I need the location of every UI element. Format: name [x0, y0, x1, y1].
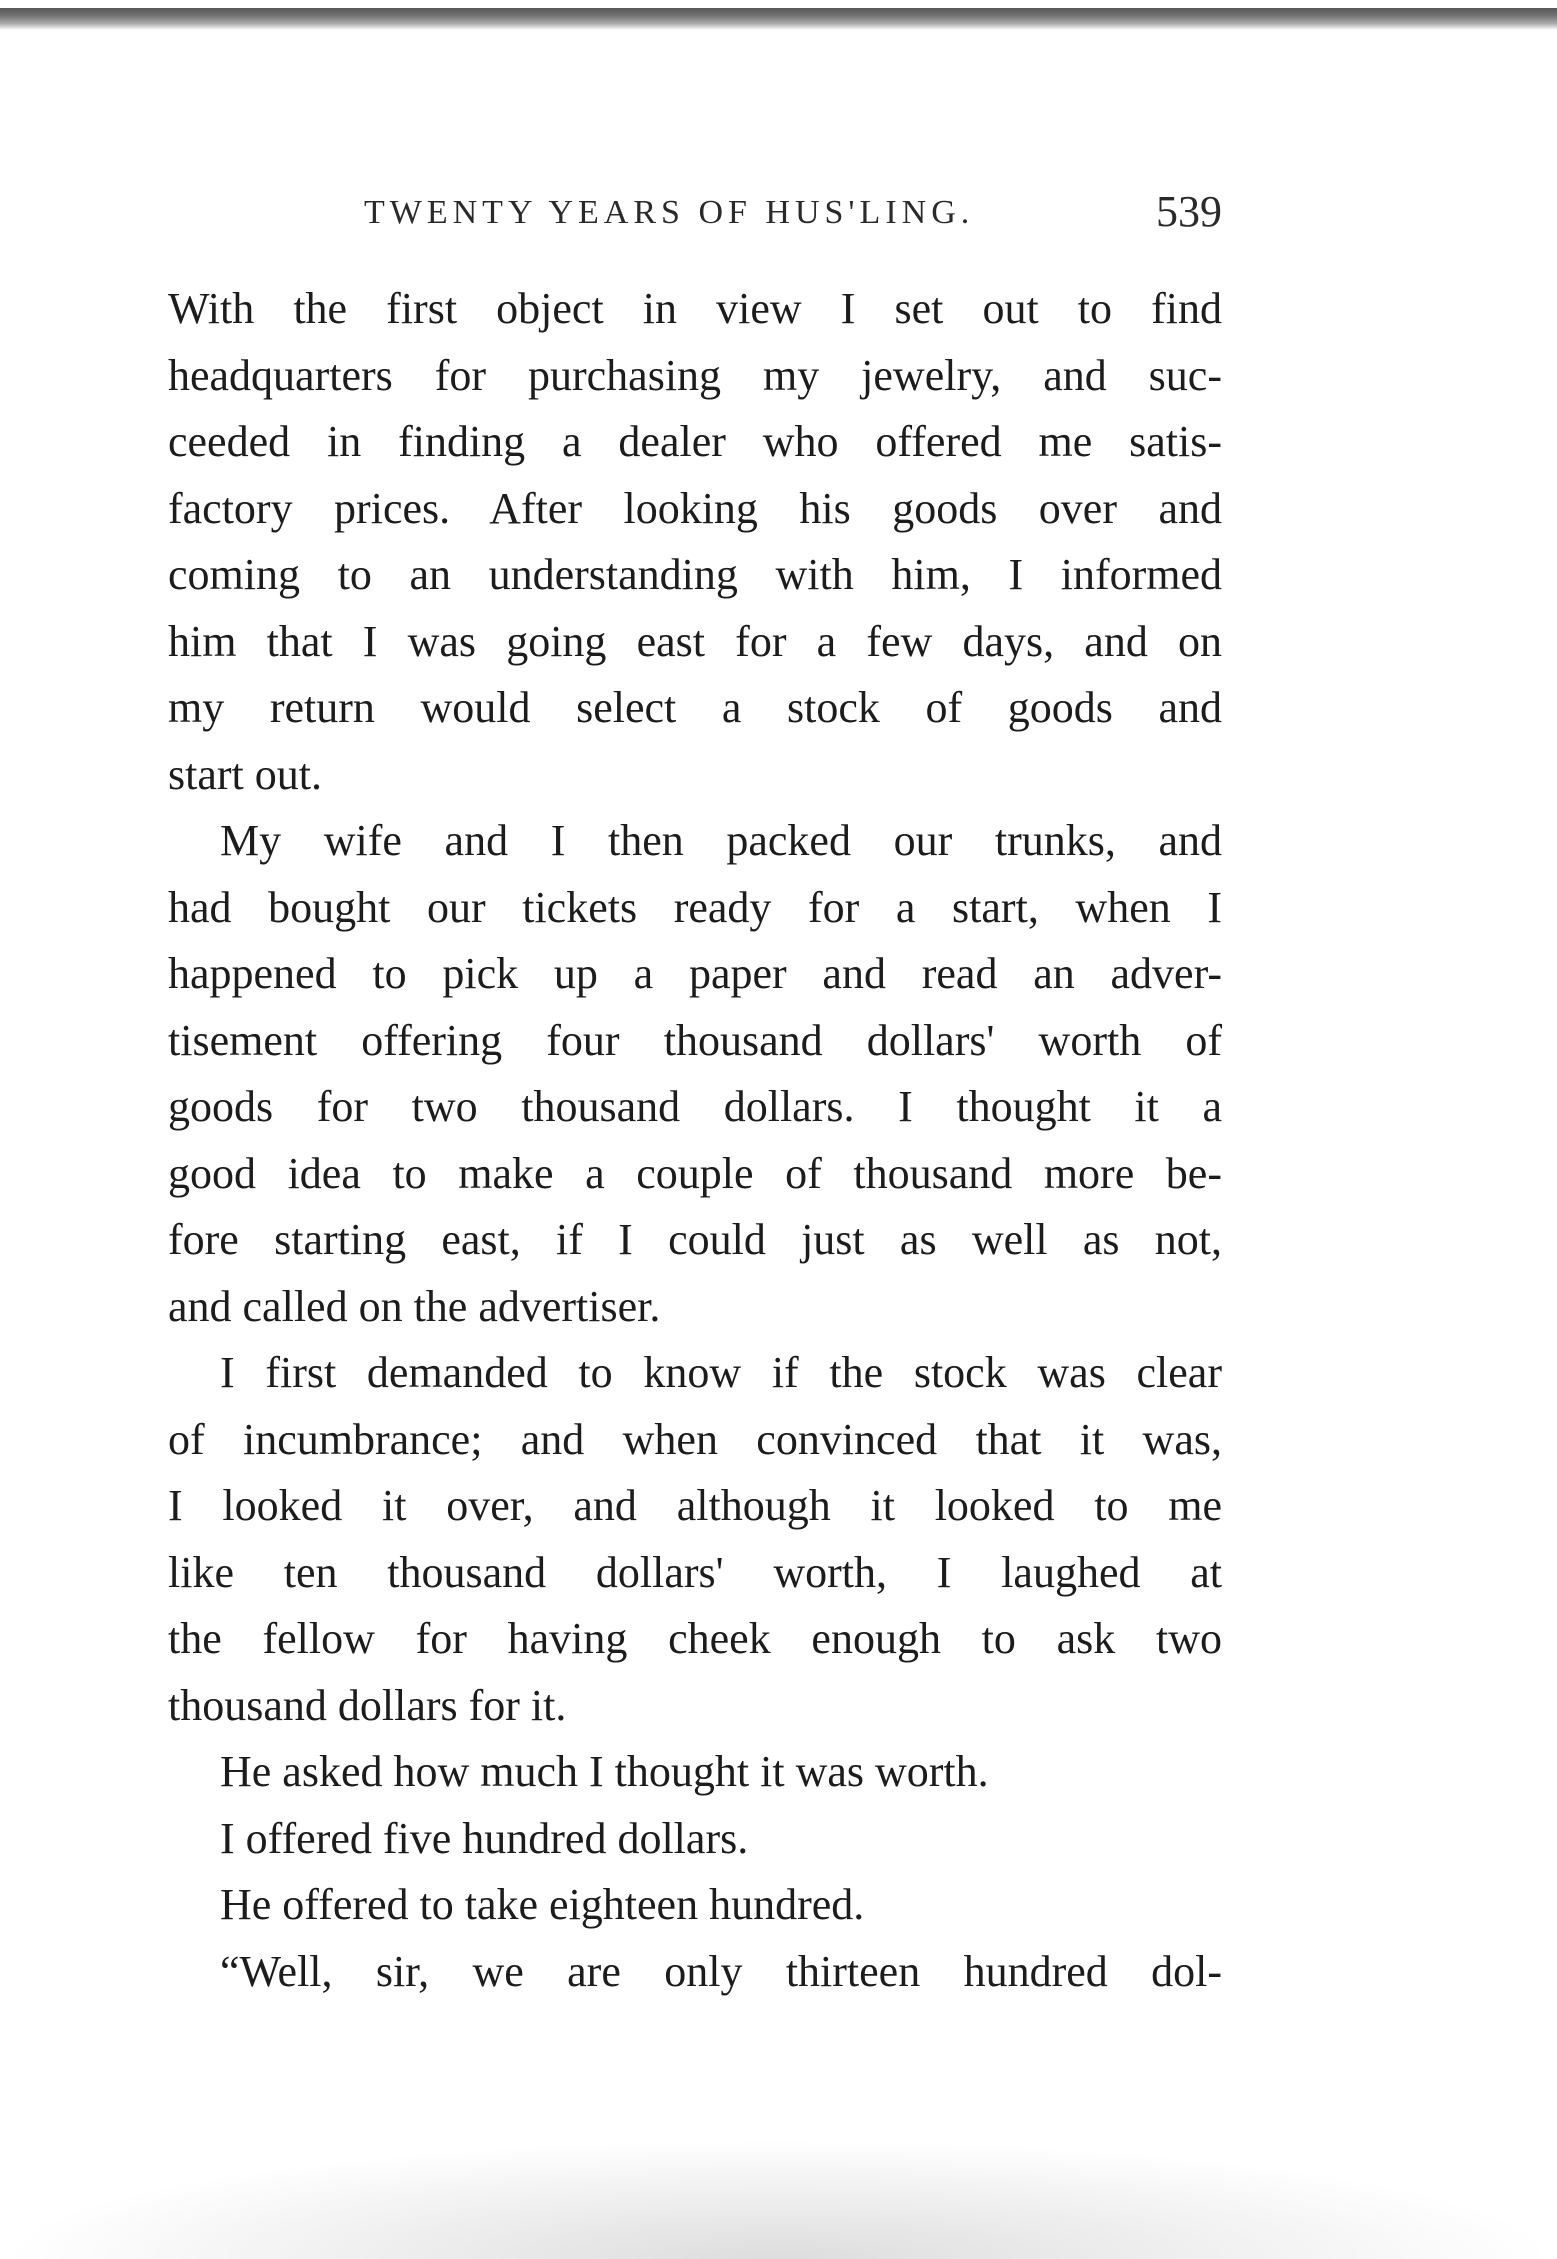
text-line: I looked it over, and although it looked to me: [168, 1481, 1222, 1530]
text-line: like ten thousand dollars' worth, I laughed at: [168, 1547, 1222, 1597]
running-head: [168, 180, 1222, 250]
text-line: the fellow for having cheek enough to ask two: [168, 1614, 1222, 1663]
text-line: good idea to make a couple of thousand more be-: [168, 1148, 1222, 1198]
text-line: headquarters for purchasing my jewelry, and suc-: [168, 350, 1222, 400]
text-line: coming to an understanding with him, I informed: [168, 550, 1222, 599]
running-title: TWENTY YEARS OF HUS'LING.: [364, 194, 975, 231]
page-speckle: [0, 2139, 1557, 2259]
text-line: My wife and I then packed our trunks, and: [220, 816, 1222, 865]
text-line: He offered to take eighteen hundred.: [220, 1880, 865, 1929]
text-line: start out.: [168, 749, 322, 799]
text-line: fore starting east, if I could just as well as not,: [168, 1215, 1222, 1264]
text-line: ceeded in finding a dealer who offered me satis-: [168, 417, 1222, 466]
text-line: I offered five hundred dollars.: [220, 1813, 749, 1863]
scan-top-edge: [0, 8, 1557, 30]
text-line: He asked how much I thought it was worth.: [220, 1747, 989, 1796]
text-line: happened to pick up a paper and read an adver-: [168, 949, 1222, 998]
text-line: factory prices. After looking his goods over and: [168, 483, 1222, 533]
text-line: him that I was going east for a few days, and on: [168, 616, 1222, 666]
text-line: With the first object in view I set out to find: [168, 284, 1222, 333]
text-block: [168, 276, 1222, 2005]
page-number: 539: [1156, 187, 1222, 236]
text-line: and called on the advertiser.: [168, 1281, 661, 1331]
text-line: “Well, sir, we are only thirteen hundred dol-: [220, 1946, 1222, 1996]
text-line: of incumbrance; and when convinced that it was,: [168, 1414, 1222, 1464]
text-line: tisement offering four thousand dollars' worth of: [168, 1015, 1222, 1065]
text-line: thousand dollars for it.: [168, 1680, 567, 1730]
text-line: goods for two thousand dollars. I thought it a: [168, 1082, 1222, 1131]
text-line: my return would select a stock of goods and: [168, 683, 1222, 732]
text-line: I first demanded to know if the stock was clear: [220, 1348, 1222, 1397]
text-line: had bought our tickets ready for a start, when I: [168, 882, 1222, 932]
